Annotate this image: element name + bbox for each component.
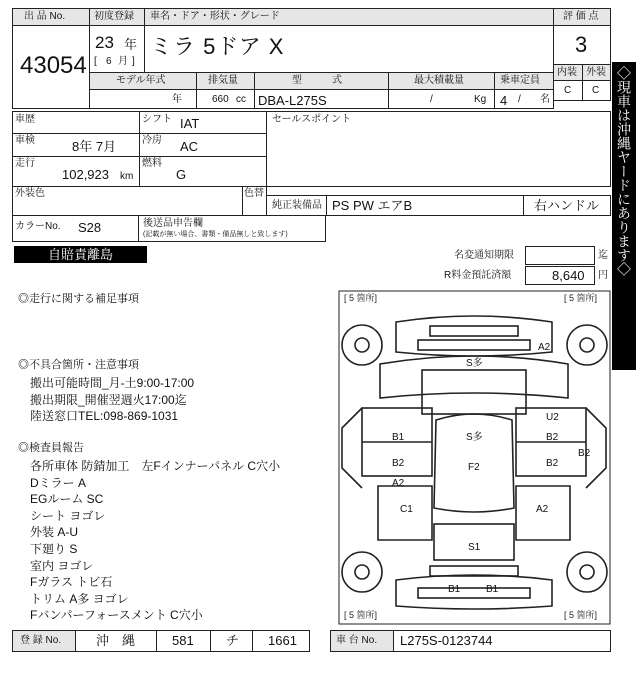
remark-line: Fガラス トビ石 — [18, 575, 113, 590]
mark-s-many-roof: S多 — [466, 358, 483, 369]
shift-label: シフト — [142, 114, 172, 125]
reg-kana: チ — [226, 633, 240, 648]
mileage-unit: km — [120, 171, 134, 182]
sales-point-label: セールスポイント — [272, 114, 352, 125]
insurance-tag: 自賠責離島 — [14, 246, 147, 263]
model-year-label: モデル年式 — [116, 75, 166, 86]
remark-line: ◎検査員報告 — [18, 442, 84, 455]
mark-u2: U2 — [546, 412, 559, 423]
history-label: 車歴 — [15, 114, 35, 125]
remark-line: EGルーム SC — [18, 492, 104, 507]
color-no-value: S28 — [78, 220, 102, 235]
remark-line: 陸送窓口TEL:098-869-1031 — [18, 409, 179, 424]
exterior-label: 外装 — [586, 67, 606, 78]
max-load-sep: / — [430, 94, 433, 105]
ac-label: 冷房 — [142, 135, 162, 146]
mark-b1-bottom-right: B1 — [486, 584, 499, 595]
ac-value: AC — [180, 139, 199, 154]
grade-value: 3 — [575, 32, 588, 57]
interior-grade: C — [564, 85, 572, 96]
mark-b1-bottom: B1 — [448, 584, 461, 595]
lot-label: 出 品 No. — [24, 11, 66, 22]
corner-tl: [ 5 箇所] — [344, 293, 378, 303]
equipment-value: PS PW エアB — [332, 198, 413, 213]
name-label: 車名・ドア・形状・グレード — [150, 11, 280, 22]
inspection-label: 車検 — [15, 135, 35, 146]
equipment-label: 純正装備品 — [272, 200, 322, 211]
inspection-value: 8年 7月 — [72, 139, 117, 154]
capacity-label: 乗車定員 — [500, 75, 540, 86]
remark-line: Dミラー A — [18, 475, 87, 490]
capacity-sep: / — [518, 94, 521, 105]
mileage-label: 走行 — [15, 158, 35, 169]
recycle-value: 8,640 — [552, 268, 585, 283]
displacement-unit: cc — [236, 94, 246, 105]
remark-line: 搬出期限_開催翌週火17:00迄 — [18, 392, 187, 407]
repaint-label: 色替 — [244, 188, 264, 199]
interior-label: 内装 — [557, 67, 577, 78]
corner-bl: [ 5 箇所] — [344, 610, 378, 620]
type-label: 型 式 — [292, 75, 342, 86]
chassis-value: L275S-0123744 — [400, 633, 493, 648]
remark-line: 下廻り S — [18, 542, 78, 556]
reg-class: 581 — [172, 633, 194, 648]
remark-line: シート ヨゴレ — [18, 508, 106, 523]
after-parts-label: 後送品申告欄 — [143, 218, 203, 229]
month-unit: 月 — [118, 56, 128, 67]
mark-b2-right-lower: B2 — [546, 458, 559, 469]
shift-value: IAT — [180, 116, 200, 131]
mark-f2: F2 — [468, 462, 480, 473]
mark-b2-left: B2 — [392, 458, 405, 469]
max-load-label: 最大積載量 — [414, 75, 464, 86]
corner-br: [ 5 箇所] — [564, 610, 598, 620]
exterior-color-label: 外装色 — [15, 188, 45, 199]
recycle-unit: 円 — [598, 270, 608, 281]
capacity-value: 4 — [500, 93, 508, 108]
mark-a2-right: A2 — [536, 504, 549, 515]
after-parts-note: (記載が無い場合、書類・備品無しと致します) — [143, 231, 288, 238]
deadline-box — [525, 246, 595, 265]
model-year-unit: 年 — [172, 94, 182, 105]
exterior-color-box — [12, 186, 267, 216]
first-reg-label: 初度登録 — [94, 11, 134, 22]
year-unit: 年 — [124, 37, 138, 52]
remark-line: 各所車体 防錆加工 左Fインナーパネル C穴小 — [18, 459, 281, 473]
exterior-grade: C — [592, 85, 600, 96]
reg-region: 沖 縄 — [96, 633, 136, 648]
grade-label: 評 価 点 — [563, 11, 599, 22]
recycle-label: R料金預託済額 — [444, 270, 512, 281]
lot-number: 43054 — [20, 52, 87, 79]
model-code: DBA-L275S — [258, 93, 327, 108]
mileage-value: 102,923 — [62, 167, 109, 182]
mark-s-many-center: S多 — [466, 432, 483, 443]
deadline-unit: 迄 — [598, 250, 608, 261]
remark-line: 室内 ヨゴレ — [18, 558, 94, 573]
mark-b1-left: B1 — [392, 432, 405, 443]
deadline-label: 名変通知期限 — [454, 250, 514, 261]
mark-c1: C1 — [400, 504, 413, 515]
side-banner-text: ◇現車は沖縄ヤードにあります◇ — [616, 66, 632, 276]
car-name: ミラ 5ドア X — [150, 34, 285, 59]
reg-number: 1661 — [268, 633, 297, 648]
remark-line: 搬出可能時間_月-土9:00-17:00 — [18, 376, 195, 390]
remark-line: 外装 A-U — [18, 525, 79, 540]
month-value: 6 — [106, 56, 112, 67]
color-no-label: カラーNo. — [15, 221, 61, 232]
remark-line: Fバンパーフォースメント C穴小 — [18, 608, 203, 623]
handle-value: 右ハンドル — [534, 198, 600, 213]
remark-line: ◎不具合箇所・注意事項 — [18, 359, 139, 372]
fuel-label: 燃料 — [142, 158, 162, 169]
remark-line: ◎走行に関する補足事項 — [18, 293, 139, 305]
capacity-unit: 名 — [540, 94, 550, 105]
chassis-label: 車 台 No. — [336, 635, 378, 646]
mark-a2-left: A2 — [392, 478, 405, 489]
max-load-unit: Kg — [474, 94, 487, 105]
corner-tr: [ 5 箇所] — [564, 293, 598, 303]
displacement: 660 — [212, 94, 229, 105]
remark-line: トリム A多 ヨゴレ — [18, 591, 129, 606]
year-value: 23 — [95, 33, 114, 52]
fuel-value: G — [176, 167, 187, 182]
mark-s1: S1 — [468, 542, 481, 553]
reg-label: 登 録 No. — [20, 635, 62, 646]
displacement-label: 排気量 — [208, 75, 238, 86]
mark-a2-top: A2 — [538, 342, 551, 353]
mark-b2-far-right: B2 — [578, 448, 591, 459]
damage-diagram — [338, 290, 611, 625]
mark-b2-right-upper: B2 — [546, 432, 559, 443]
